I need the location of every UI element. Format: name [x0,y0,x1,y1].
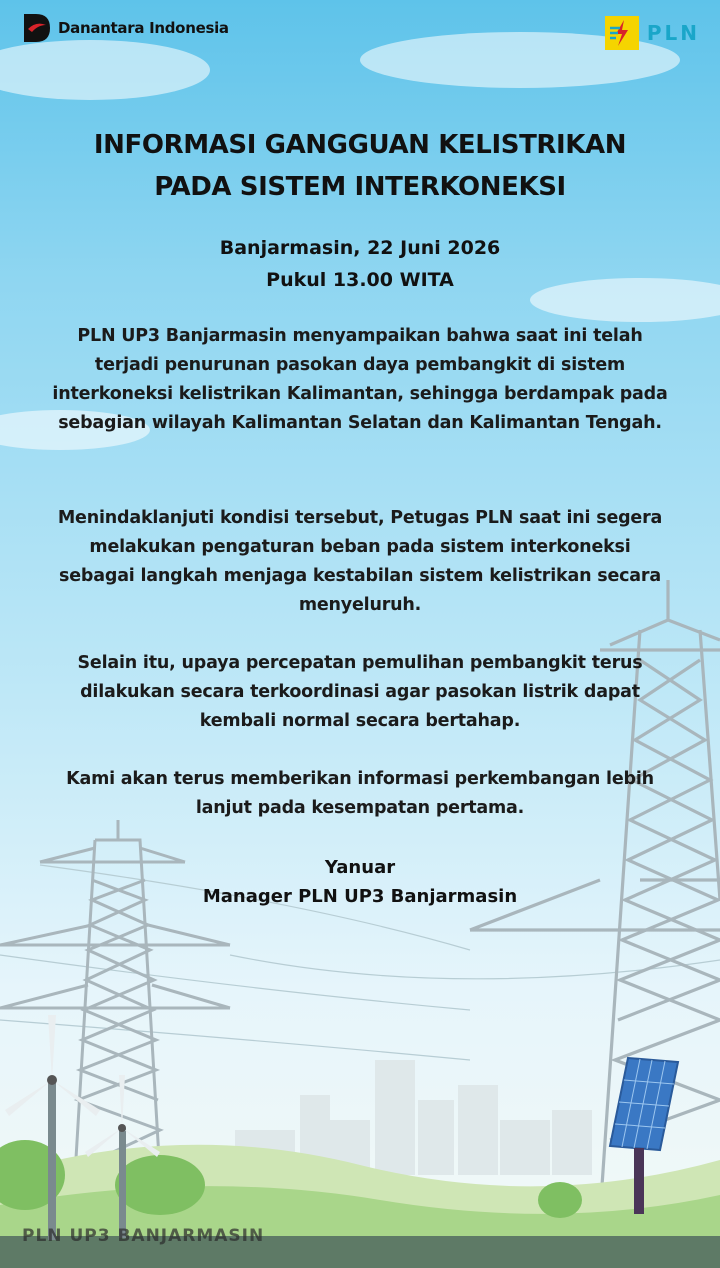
signatory-position: Manager PLN UP3 Banjarmasin [202,886,518,907]
paragraph-4: Kami akan terus memberikan informasi perkembangan lebih lanjut pada kesempatan pertama. [66,769,654,818]
footer-label: PLN UP3 BANJARMASIN [22,1226,265,1246]
title-line: PADA SISTEM INTERKONEKSI [154,172,566,202]
pln-logo-icon [605,16,639,50]
danantara-brand [22,12,229,44]
location-date: Banjarmasin, 22 Juni 2026 [219,237,501,259]
paragraph-2: Menindaklanjuti kondisi tersebut, Petugas PLN saat ini segera melakukan pengaturan beban pada sistem interkoneksi sebagai langkah menjaga kestabilan sistem kelistrikan secara menyeluruh. [57,508,663,615]
paragraph-3: Selain itu, upaya percepatan pemulihan pembangkit terus dilakukan secara terkoordinasi agar pasokan listrik dapat kembali normal secara bertahap. [77,653,643,731]
pln-wordmark: PLN [646,21,700,45]
announcement-title [60,124,660,208]
signatory-name: Yanuar [324,857,396,878]
announcement-time: Pukul 13.00 WITA [266,269,454,291]
danantara-logo-icon [22,12,52,44]
signature-block [60,853,660,911]
date-time-block [60,232,660,296]
paragraph-1: PLN UP3 Banjarmasin menyampaikan bahwa saat ini telah terjadi penurunan pasokan daya pembangkit di sistem interkoneksi kelistrikan Kalimantan, sehingga berdampak pada sebagian wilayah Kalimantan Selatan dan Kalimantan Tengah. [52,326,668,433]
title-line: INFORMASI GANGGUAN KELISTRIKAN [93,130,627,160]
pln-brand [605,16,700,50]
danantara-wordmark: Danantara Indonesia [58,19,229,37]
